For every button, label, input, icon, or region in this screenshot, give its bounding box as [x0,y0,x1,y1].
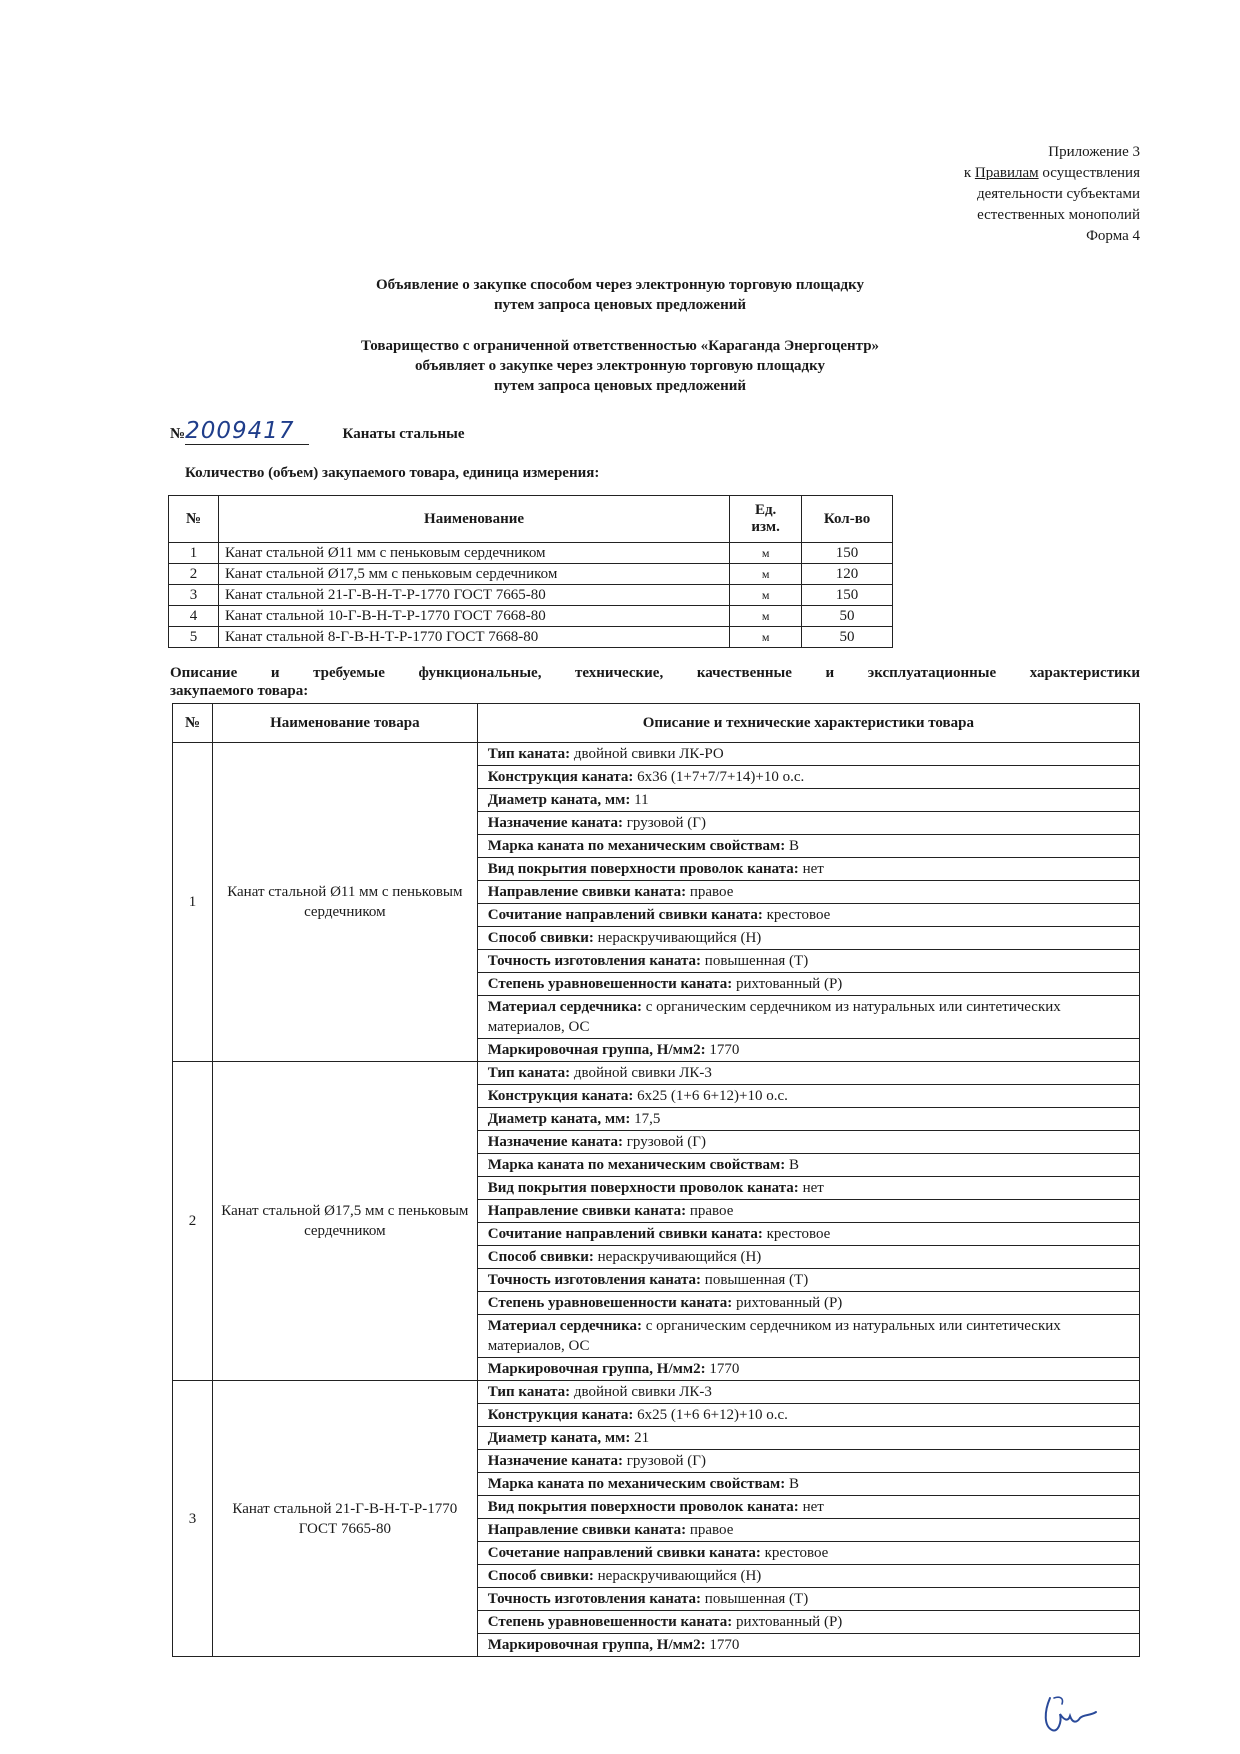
property-label: Диаметр каната, мм: [487,1430,631,1446]
cell-unit: м [730,606,802,627]
property-value: двойной свивки ЛК-3 [570,1384,712,1400]
property-cell [477,1269,1139,1292]
property-value: 6х25 (1+6 6+12)+10 о.с. [633,1407,788,1423]
lot-line [170,418,464,444]
property-value: грузовой (Г) [623,1134,706,1150]
col-header-unit [730,496,802,543]
property-value: грузовой (Г) [623,815,706,831]
quantity-table-header [169,496,893,543]
item-name: Канат стальной 21-Г-В-Н-Т-Р-1770 ГОСТ 7665-80 [212,1381,477,1657]
property-cell [477,1131,1139,1154]
annex-line-3: деятельности субъектами [976,186,1140,202]
description-label-line-1: Описание и требуемые функциональные, технические, качественные и эксплуатационные характеристики [170,665,1140,681]
col-header-name: Наименование [218,496,729,543]
property-label: Конструкция каната: [487,1407,634,1423]
property-value: нет [798,1499,824,1515]
specification-table [172,703,1140,1657]
property-cell [477,1292,1139,1315]
annex-line-4: естественных монополий [977,207,1140,223]
property-cell [477,1634,1139,1657]
col-header-unit-line-1: Ед. [754,502,777,518]
property-value: 6х25 (1+6 6+12)+10 о.с. [633,1088,788,1104]
property-label: Вид покрытия поверхности проволок каната: [487,861,799,877]
handwritten-signature [1040,1692,1104,1736]
company-line-1: Товарищество с ограниченной ответственностью «Караганда Энергоцентр» [360,338,880,354]
property-label: Назначение каната: [487,1453,623,1469]
property-cell [477,1542,1139,1565]
property-label: Материал сердечника: [487,1318,642,1334]
property-value: правое [686,1203,734,1219]
cell-name: Канат стальной 8-Г-В-Н-Т-Р-1770 ГОСТ 7668-80 [218,627,729,648]
property-value: нераскручивающийся (Н) [593,1249,762,1265]
property-cell [477,835,1139,858]
property-cell [477,1450,1139,1473]
property-cell [477,1039,1139,1062]
property-label: Марка каната по механическим свойствам: [487,1157,786,1173]
property-cell [477,1085,1139,1108]
property-cell [477,1381,1139,1404]
property-cell [477,1588,1139,1611]
col-header-unit-line-2: изм. [751,519,780,535]
property-cell [477,996,1139,1039]
cell-qty: 120 [802,564,893,585]
property-cell [477,743,1139,766]
cell-name: Канат стальной Ø17,5 мм с пеньковым сердечником [218,564,729,585]
property-cell [477,1246,1139,1269]
announcement-title-line-2: путем запроса ценовых предложений [493,297,746,313]
property-label: Конструкция каната: [487,1088,634,1104]
property-cell [477,1108,1139,1131]
announcement-title-line-1: Объявление о закупке способом через электронную торговую площадку [375,277,865,293]
property-cell [477,1427,1139,1450]
property-cell [477,812,1139,835]
annex-line-1: Приложение 3 [1048,144,1140,160]
property-value: крестовое [762,907,831,923]
company-announcement [0,336,1240,396]
property-value: двойной свивки ЛК-РО [570,746,724,762]
item-number: 1 [173,743,213,1062]
table-row [169,606,893,627]
property-cell [477,1200,1139,1223]
cell-no: 5 [169,627,219,648]
property-cell [477,1519,1139,1542]
table-row [169,564,893,585]
property-cell [477,766,1139,789]
property-value: двойной свивки ЛК-3 [570,1065,712,1081]
property-cell [477,1473,1139,1496]
property-value: крестовое [760,1545,829,1561]
table-row [173,1062,1140,1085]
property-label: Сочитание направлений свивки каната: [487,907,763,923]
item-name: Канат стальной Ø11 мм с пеньковым сердечником [212,743,477,1062]
property-cell [477,950,1139,973]
property-label: Направление свивки каната: [487,884,687,900]
property-cell [477,881,1139,904]
item-number: 3 [173,1381,213,1657]
property-label: Направление свивки каната: [487,1522,687,1538]
property-value: грузовой (Г) [623,1453,706,1469]
cell-name: Канат стальной Ø11 мм с пеньковым сердечником [218,543,729,564]
table-row [169,543,893,564]
cell-unit: м [730,585,802,606]
property-label: Тип каната: [487,1065,571,1081]
announcement-title [0,275,1240,315]
cell-no: 2 [169,564,219,585]
property-cell [477,1315,1139,1358]
property-label: Степень уравновешенности каната: [487,976,733,992]
property-value: 11 [630,792,649,808]
property-label: Маркировочная группа, Н/мм2: [487,1361,706,1377]
property-cell [477,858,1139,881]
table-row [169,627,893,648]
property-value: повышенная (Т) [701,1591,809,1607]
property-label: Марка каната по механическим свойствам: [487,838,786,854]
property-value: 1770 [705,1637,740,1653]
table-row [169,585,893,606]
item-name: Канат стальной Ø17,5 мм с пеньковым сердечником [212,1062,477,1381]
property-label: Сочитание направлений свивки каната: [487,1226,763,1242]
cell-name: Канат стальной 21-Г-В-Н-Т-Р-1770 ГОСТ 7665-80 [218,585,729,606]
property-label: Вид покрытия поверхности проволок каната: [487,1180,799,1196]
cell-qty: 150 [802,585,893,606]
property-label: Марка каната по механическим свойствам: [487,1476,786,1492]
cell-name: Канат стальной 10-Г-В-Н-Т-Р-1770 ГОСТ 7668-80 [218,606,729,627]
specification-table-header [173,704,1140,743]
property-label: Диаметр каната, мм: [487,792,631,808]
property-label: Способ свивки: [487,1568,594,1584]
property-label: Способ свивки: [487,1249,594,1265]
property-value: крестовое [762,1226,831,1242]
company-line-3: путем запроса ценовых предложений [493,378,746,394]
property-value: рихтованный (Р) [732,1295,843,1311]
cell-qty: 50 [802,606,893,627]
property-label: Степень уравновешенности каната: [487,1295,733,1311]
property-cell [477,927,1139,950]
property-label: Степень уравновешенности каната: [487,1614,733,1630]
property-value: В [785,838,800,854]
col-header-no: № [169,496,219,543]
property-value: правое [686,884,734,900]
property-cell [477,1154,1139,1177]
property-value: рихтованный (Р) [732,1614,843,1630]
cell-qty: 150 [802,543,893,564]
property-cell [477,1062,1139,1085]
property-label: Точность изготовления каната: [487,953,702,969]
property-cell [477,1611,1139,1634]
property-cell [477,1177,1139,1200]
property-value: В [785,1157,800,1173]
property-value: 6х36 (1+7+7/7+14)+10 о.с. [633,769,805,785]
item-number: 2 [173,1062,213,1381]
quantity-table [168,495,893,648]
cell-unit: м [730,543,802,564]
property-label: Направление свивки каната: [487,1203,687,1219]
property-label: Способ свивки: [487,930,594,946]
spec-col-header-desc: Описание и технические характеристики товара [477,704,1139,743]
property-value: нет [798,1180,824,1196]
property-value: 21 [630,1430,650,1446]
annex-line-2 [964,163,1140,184]
property-label: Маркировочная группа, Н/мм2: [487,1042,706,1058]
property-value: повышенная (Т) [701,953,809,969]
property-label: Материал сердечника: [487,999,642,1015]
property-label: Назначение каната: [487,815,623,831]
cell-no: 3 [169,585,219,606]
property-value: повышенная (Т) [701,1272,809,1288]
property-label: Сочетание направлений свивки каната: [487,1545,761,1561]
col-header-qty: Кол-во [802,496,893,543]
annex-line-2-suffix: осуществления [1038,165,1140,181]
property-label: Диаметр каната, мм: [487,1111,631,1127]
form-number: Форма 4 [1086,228,1140,244]
property-cell [477,789,1139,812]
property-label: Тип каната: [487,1384,571,1400]
property-value: нет [798,861,824,877]
property-value: 1770 [705,1361,740,1377]
property-value: с органическим сердечником из натуральных или синтетических материалов, ОС [487,999,1061,1035]
property-cell [477,1496,1139,1519]
property-value: с органическим сердечником из натуральных или синтетических материалов, ОС [487,1318,1061,1354]
rules-link[interactable]: Правилам [974,165,1039,181]
property-label: Вид покрытия поверхности проволок каната: [487,1499,799,1515]
property-cell [477,1223,1139,1246]
annex-reference [964,142,1140,247]
cell-no: 4 [169,606,219,627]
cell-qty: 50 [802,627,893,648]
number-sign: № [170,426,186,442]
table-row [173,743,1140,766]
property-label: Маркировочная группа, Н/мм2: [487,1637,706,1653]
property-cell [477,1358,1139,1381]
annex-line-2-prefix: к [963,165,975,181]
property-value: правое [686,1522,734,1538]
property-value: нераскручивающийся (Н) [593,930,762,946]
property-label: Назначение каната: [487,1134,623,1150]
quantity-label: Количество (объем) закупаемого товара, единица измерения: [185,465,600,481]
lot-name: Канаты стальные [342,426,465,442]
spec-col-header-no: № [173,704,213,743]
property-cell [477,904,1139,927]
property-label: Конструкция каната: [487,769,634,785]
company-line-2: объявляет о закупке через электронную торговую площадку [414,358,826,374]
property-label: Тип каната: [487,746,571,762]
property-label: Точность изготовления каната: [487,1272,702,1288]
cell-unit: м [730,627,802,648]
cell-unit: м [730,564,802,585]
property-value: 17,5 [630,1111,661,1127]
table-row [173,1381,1140,1404]
description-label-line-2: закупаемого товара: [170,683,309,699]
property-label: Точность изготовления каната: [487,1591,702,1607]
property-value: нераскручивающийся (Н) [593,1568,762,1584]
property-value: рихтованный (Р) [732,976,843,992]
property-cell [477,1404,1139,1427]
property-cell [477,973,1139,996]
property-value: 1770 [705,1042,740,1058]
spec-col-header-name: Наименование товара [212,704,477,743]
property-value: В [785,1476,800,1492]
property-cell [477,1565,1139,1588]
lot-number-handwritten: 2009417 [185,418,308,445]
cell-no: 1 [169,543,219,564]
